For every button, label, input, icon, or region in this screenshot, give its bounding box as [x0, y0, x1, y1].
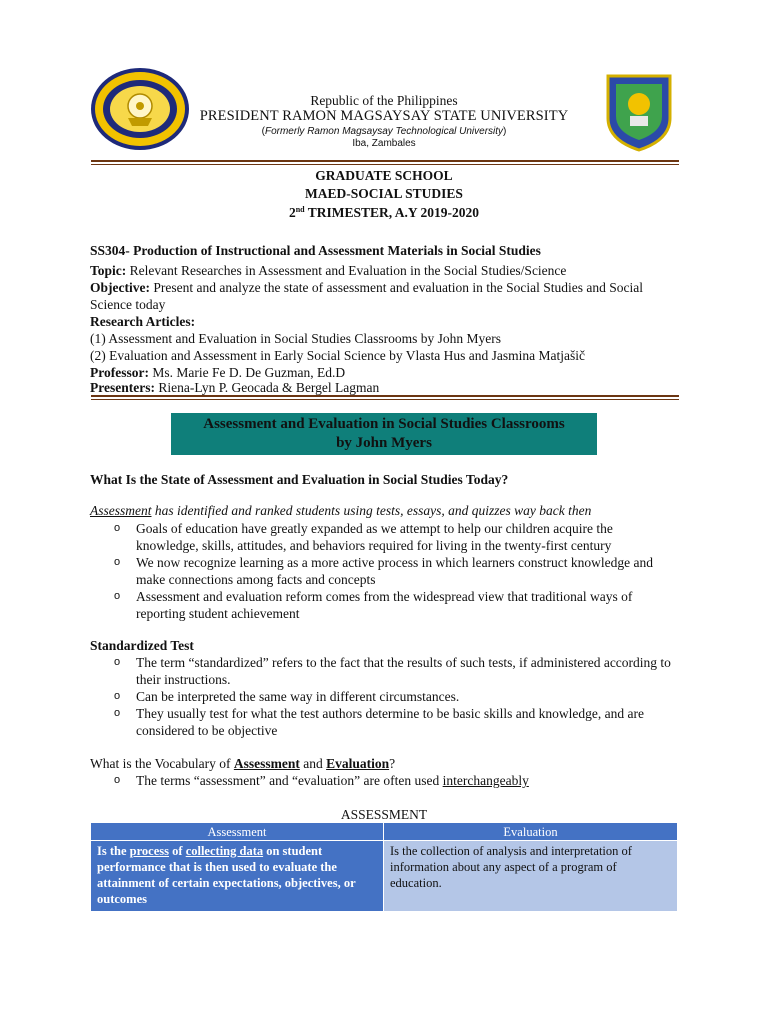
subject-title: SS304- Production of Instructional and Assessment Materials in Social Studies — [90, 243, 541, 258]
vocab-bullet-prefix: The terms “assessment” and “evaluation” are often used — [136, 773, 443, 788]
bullet-marker: o — [114, 656, 121, 668]
vocab-prefix: What is the Vocabulary of — [90, 756, 234, 771]
topic-label: Topic: — [90, 263, 127, 278]
presenters-names: Riena-Lyn P. Geocada & Bergel Lagman — [154, 380, 380, 395]
professor-name: Ms. Marie Fe D. De Guzman, Ed.D — [148, 365, 346, 380]
research-article-2: (2) Evaluation and Assessment in Early Social Science by Vlasta Hus and Jasmina Matjašič — [90, 348, 586, 363]
vocab-term-evaluation: Evaluation — [326, 756, 390, 771]
section-rule — [91, 395, 679, 397]
list-item-text: Can be interpreted the same way in different circumstances. — [136, 689, 460, 704]
objective-label: Objective: — [90, 280, 150, 295]
research-articles-label: Research Articles: — [90, 314, 196, 329]
standardized-heading: Standardized Test — [90, 638, 194, 653]
standardized-bullet-list — [112, 654, 678, 739]
formerly-line: (Formerly Ramon Magsaysay Technological University) — [261, 126, 507, 137]
state-bullet-list — [112, 520, 678, 622]
presenters-line — [90, 379, 678, 396]
table-row — [91, 841, 678, 912]
graduate-school-shield-logo — [604, 72, 674, 152]
section-rule-thin — [91, 399, 679, 400]
state-lead-term: Assessment — [90, 503, 152, 518]
course-title: MAED-SOCIAL STUDIES — [305, 186, 463, 201]
bullet-marker: o — [114, 707, 121, 719]
assessment-definition — [91, 841, 384, 912]
list-item — [112, 520, 678, 554]
state-lead-rest: has identified and ranked students using tests, essays, and quizzes way back then — [151, 503, 592, 518]
bullet-marker: o — [114, 590, 121, 602]
graduate-school-title: GRADUATE SCHOOL — [315, 168, 453, 183]
professor-label: Professor: — [90, 365, 149, 380]
vocab-bullet-term: interchangeably — [442, 773, 529, 788]
banner-line-2: by John Myers — [336, 435, 432, 451]
def-part-b: of — [169, 844, 186, 858]
list-item — [112, 588, 678, 622]
list-item — [112, 554, 678, 588]
list-item-text: Goals of education have greatly expanded as we attempt to help our children acquire the knowledge, skills, attitudes, and behaviors required for living in the twenty-first century — [136, 521, 613, 553]
header-rule — [91, 160, 679, 162]
republic-line: Republic of the Philippines — [310, 93, 458, 108]
topic-text: Relevant Researches in Assessment and Evaluation in the Social Studies/Science — [126, 263, 567, 278]
bullet-marker: o — [114, 774, 121, 786]
list-item — [112, 688, 678, 705]
banner-line-1: Assessment and Evaluation in Social Studies Classrooms — [203, 416, 565, 432]
trimester-rest: TRIMESTER, A.Y 2019-2020 — [304, 205, 480, 220]
list-item — [112, 654, 678, 688]
list-item — [112, 705, 678, 739]
vocab-middle: and — [299, 756, 327, 771]
assessment-table — [90, 822, 678, 912]
presenters-label: Presenters: — [90, 380, 155, 395]
list-item-text: We now recognize learning as a more active process in which learners construct knowledge and make connections among facts and concepts — [136, 555, 653, 587]
table-header-row — [91, 823, 678, 841]
trimester-title — [0, 205, 768, 221]
university-name: PRESIDENT RAMON MAGSAYSAY STATE UNIVERSITY — [199, 108, 569, 124]
def-part-a: Is the — [97, 844, 130, 858]
column-header-assessment: Assessment — [91, 823, 384, 841]
list-item-text: Assessment and evaluation reform comes from the widespread view that traditional ways of reporting student achievement — [136, 589, 633, 621]
vocabulary-bullet-list — [112, 772, 678, 789]
formerly-name: Formerly Ramon Magsaysay Technological University — [264, 126, 504, 137]
trimester-ordinal: nd — [295, 205, 305, 214]
bullet-marker: o — [114, 690, 121, 702]
def-collecting-data: collecting data — [185, 844, 264, 858]
evaluation-definition: Is the collection of analysis and interpretation of information about any aspect of a program of education. — [384, 841, 678, 912]
column-header-evaluation: Evaluation — [384, 823, 678, 841]
objective-text: Present and analyze the state of assessment and evaluation in the Social Studies and Social Science today — [90, 280, 643, 312]
objective-line — [90, 279, 678, 313]
def-process: process — [129, 844, 170, 858]
def-part-c: on student performance that is then used to evaluate the attainment of certain expectations, objectives, or outcomes — [97, 844, 356, 906]
state-lead — [90, 503, 591, 519]
bullet-marker: o — [114, 522, 121, 534]
topic-line — [90, 262, 678, 279]
table-title: ASSESSMENT — [340, 807, 428, 822]
list-item — [112, 772, 678, 789]
vocab-suffix: ? — [389, 756, 396, 771]
vocab-term-assessment: Assessment — [233, 756, 300, 771]
bullet-marker: o — [114, 556, 121, 568]
article-title-banner — [171, 413, 597, 455]
list-item-text: The term “standardized” refers to the fact that the results of such tests, if administered according to their instructions. — [136, 655, 671, 687]
research-article-1: (1) Assessment and Evaluation in Social Studies Classrooms by John Myers — [90, 331, 501, 346]
state-heading: What Is the State of Assessment and Evaluation in Social Studies Today? — [90, 472, 509, 487]
trimester-number: 2 — [288, 205, 296, 220]
header-rule-thin — [91, 164, 679, 165]
place-line: Iba, Zambales — [352, 138, 416, 149]
vocabulary-question — [90, 756, 395, 772]
letterhead — [0, 0, 768, 165]
list-item-text: They usually test for what the test authors determine to be basic skills and knowledge, and are considered to be objective — [136, 706, 644, 738]
